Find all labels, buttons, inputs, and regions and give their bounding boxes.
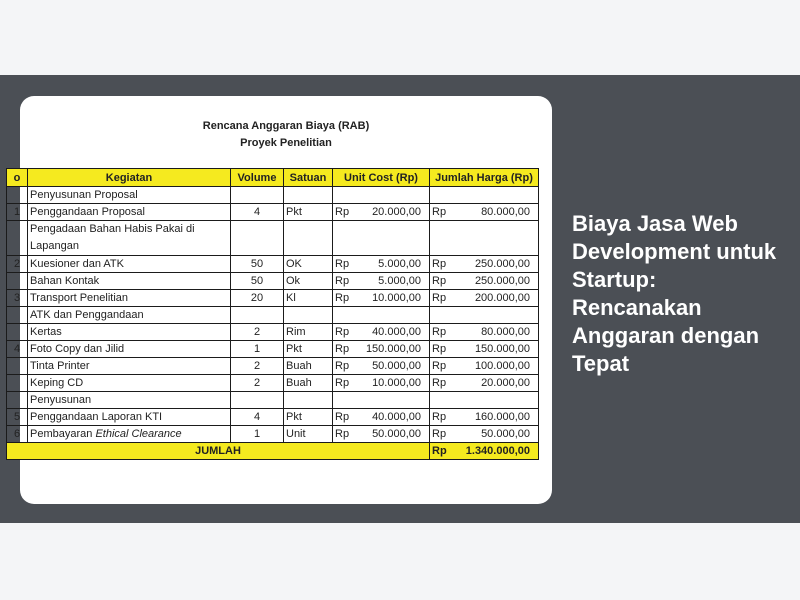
cell-kegiatan: Transport Penelitian [28,290,231,307]
currency-label: Rp [432,275,447,287]
jumlah-harga-value: 50.000,00 [481,428,530,440]
cell-kegiatan: Kertas [28,324,231,341]
cell-volume [231,221,284,256]
table-row [7,358,539,375]
cell-volume [231,392,284,409]
cell-satuan: Unit [284,426,333,443]
cell-no [7,358,28,375]
currency-label: Rp [432,411,447,423]
jumlah-harga-value: 160.000,00 [474,411,530,423]
cell-volume: 20 [231,290,284,307]
jumlah-harga-value: 80.000,00 [481,206,530,218]
budget-table [6,168,539,460]
cell-jumlah-harga [430,324,539,341]
currency-label: Rp [432,326,447,338]
col-header-unit-cost: Unit Cost (Rp) [333,169,430,187]
cell-jumlah-harga [430,290,539,307]
cell-satuan: Kl [284,290,333,307]
cell-satuan: Pkt [284,409,333,426]
cell-no: 3 [7,290,28,307]
table-row [7,341,539,358]
cell-kegiatan: Tinta Printer [28,358,231,375]
cell-jumlah-harga [430,375,539,392]
cell-satuan [284,392,333,409]
jumlah-harga-value: 150.000,00 [474,343,530,355]
article-headline[interactable]: Biaya Jasa Web Development untuk Startup: Rencanakan Anggaran dengan Tepat [572,211,777,376]
jumlah-harga-value: 20.000,00 [481,377,530,389]
cell-unit-cost [333,358,430,375]
col-header-no: o [7,169,28,187]
cell-kegiatan: Kuesioner dan ATK [28,256,231,273]
kegiatan-italic-text: Ethical Clearance [95,428,182,440]
currency-label: Rp [335,275,350,287]
cell-no: 6 [7,426,28,443]
cell-no [7,375,28,392]
table-row [7,204,539,221]
cell-unit-cost [333,273,430,290]
cell-volume: 1 [231,426,284,443]
currency-label: Rp [335,360,350,372]
cell-volume: 4 [231,204,284,221]
cell-satuan [284,307,333,324]
cell-kegiatan: ATK dan Penggandaan [28,307,231,324]
currency-label: Rp [335,377,350,389]
unit-cost-value: 10.000,00 [372,292,421,304]
cell-satuan: Buah [284,375,333,392]
currency-label: Rp [335,292,350,304]
cell-unit-cost [333,204,430,221]
currency-label: Rp [432,206,447,218]
cell-satuan: Rim [284,324,333,341]
table-row [7,187,539,204]
cell-satuan: OK [284,256,333,273]
unit-cost-value: 10.000,00 [372,377,421,389]
cell-unit-cost [333,187,430,204]
cell-volume: 4 [231,409,284,426]
document-subtitle: Proyek Penelitian [240,137,332,149]
table-row [7,273,539,290]
table-row [7,256,539,273]
cell-unit-cost [333,256,430,273]
total-value: 1.340.000,00 [465,445,530,457]
cell-volume: 1 [231,341,284,358]
jumlah-harga-value: 250.000,00 [474,275,530,287]
jumlah-harga-value: 200.000,00 [474,292,530,304]
cell-jumlah-harga [430,341,539,358]
unit-cost-value: 20.000,00 [372,206,421,218]
col-header-jumlah-harga: Jumlah Harga (Rp) [430,169,539,187]
cell-no [7,324,28,341]
cell-satuan: Pkt [284,341,333,358]
cell-kegiatan: Penggandaan Proposal [28,204,231,221]
currency-label: Rp [432,360,447,372]
cell-no [7,273,28,290]
unit-cost-value: 50.000,00 [372,428,421,440]
col-header-kegiatan: Kegiatan [28,169,231,187]
table-row [7,307,539,324]
cell-kegiatan: Penyusunan Proposal [28,187,231,204]
cell-satuan: Pkt [284,204,333,221]
cell-kegiatan: Penyusunan [28,392,231,409]
currency-label: Rp [432,258,447,270]
currency-label: Rp [335,326,350,338]
cell-volume [231,187,284,204]
unit-cost-value: 40.000,00 [372,326,421,338]
currency-label: Rp [335,411,350,423]
cell-jumlah-harga [430,273,539,290]
cell-no: 2 [7,256,28,273]
cell-jumlah-harga [430,256,539,273]
table-row [7,375,539,392]
cell-kegiatan [28,426,231,443]
col-header-satuan: Satuan [284,169,333,187]
cell-kegiatan: Keping CD [28,375,231,392]
total-value-cell [430,443,539,460]
cell-satuan [284,221,333,256]
col-header-volume: Volume [231,169,284,187]
cell-satuan [284,187,333,204]
cell-no: 1 [7,204,28,221]
cell-jumlah-harga [430,426,539,443]
cell-satuan: Buah [284,358,333,375]
cell-unit-cost [333,221,430,256]
table-row [7,324,539,341]
cell-kegiatan: Pengadaan Bahan Habis Pakai di Lapangan [28,221,231,256]
currency-label: Rp [432,377,447,389]
cell-unit-cost [333,375,430,392]
table-header-row [7,169,539,187]
cell-unit-cost [333,307,430,324]
article-image [13,96,552,504]
cell-jumlah-harga [430,187,539,204]
currency-label: Rp [335,258,350,270]
cell-unit-cost [333,341,430,358]
unit-cost-value: 150.000,00 [365,343,421,355]
budget-table-wrap [6,168,566,460]
table-row [7,290,539,307]
cell-volume: 2 [231,358,284,375]
cell-volume: 2 [231,375,284,392]
cell-no [7,187,28,204]
currency-label: Rp [335,428,350,440]
jumlah-harga-value: 250.000,00 [474,258,530,270]
currency-label: Rp [432,343,447,355]
document-title: Rencana Anggaran Biaya (RAB) [202,120,370,132]
currency-label: Rp [432,445,447,457]
cell-jumlah-harga [430,409,539,426]
jumlah-harga-value: 100.000,00 [474,360,530,372]
cell-unit-cost [333,324,430,341]
currency-label: Rp [432,428,447,440]
table-body [7,187,539,460]
cell-unit-cost [333,392,430,409]
cell-volume: 50 [231,273,284,290]
jumlah-harga-value: 80.000,00 [481,326,530,338]
cell-volume: 50 [231,256,284,273]
cell-kegiatan: Bahan Kontak [28,273,231,290]
kegiatan-text: Pembayaran [30,428,96,440]
unit-cost-value: 5.000,00 [378,258,421,270]
table-row [7,221,539,256]
cell-jumlah-harga [430,307,539,324]
cell-jumlah-harga [430,358,539,375]
cell-jumlah-harga [430,221,539,256]
cell-unit-cost [333,426,430,443]
table-total-row [7,443,539,460]
table-row [7,392,539,409]
cell-unit-cost [333,290,430,307]
cell-kegiatan: Penggandaan Laporan KTI [28,409,231,426]
total-label: JUMLAH [7,443,430,460]
cell-no [7,307,28,324]
cell-kegiatan: Foto Copy dan Jilid [28,341,231,358]
cell-jumlah-harga [430,204,539,221]
unit-cost-value: 50.000,00 [372,360,421,372]
cell-volume: 2 [231,324,284,341]
cell-no [7,392,28,409]
cell-no [7,221,28,256]
currency-label: Rp [335,206,350,218]
table-row [7,426,539,443]
cell-no: 4 [7,341,28,358]
cell-unit-cost [333,409,430,426]
cell-jumlah-harga [430,392,539,409]
table-row [7,409,539,426]
unit-cost-value: 40.000,00 [372,411,421,423]
cell-volume [231,307,284,324]
currency-label: Rp [335,343,350,355]
cell-no: 5 [7,409,28,426]
unit-cost-value: 5.000,00 [378,275,421,287]
currency-label: Rp [432,292,447,304]
cell-satuan: Ok [284,273,333,290]
